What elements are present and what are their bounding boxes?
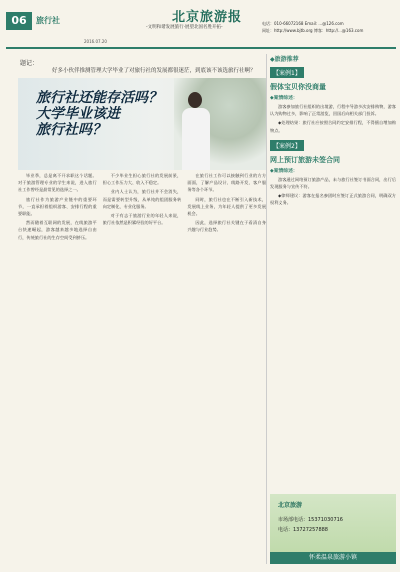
- case-badge: 【案例2】: [270, 140, 304, 151]
- case-title: 网上预订旅游未签合同: [270, 155, 340, 164]
- paragraph: 同时，旅行社也在不断引入新技术，发展线上业务，为年轻人提供了更多发展机会。: [187, 196, 267, 217]
- lead-label: 题记：: [20, 60, 39, 67]
- paragraph: 游客参加旅行社组织的出境游，行程中导游多次安排购物，游客认为购物过多，影响了正常游览，回国后向相关部门投诉。: [270, 104, 396, 117]
- ad-footer: 怀柔温泉旅游小镇: [270, 552, 396, 564]
- case-title: 假体宝贝你没商量: [270, 83, 326, 91]
- headline-line: 旅行社吗？: [36, 122, 106, 138]
- column-divider: [266, 54, 267, 564]
- case-badge: 【案例1】: [270, 67, 304, 78]
- paragraph: 不少毕业生担心旅行社的发展前景，担心工作压力大、收入不稳定。: [102, 173, 182, 186]
- case-subheading: ◆案情综述：: [270, 96, 298, 101]
- hero-person-body: [182, 108, 210, 170]
- paragraph: 旅行社作为旅游产业链中的重要环节，一直承担着组织游客、安排行程的重要职能。: [18, 196, 97, 217]
- paragraph: 业内人士认为，旅行社并不会消失，而是需要转型升级，从单纯的组团服务转向定制化、专业化服务。: [102, 189, 182, 209]
- page-number: 06: [6, 12, 32, 30]
- paragraph: 然而随着互联网的发展，在线旅游平台快速崛起，游客越来越多地选择自由行，传统旅行社的生存空间受到挤压。: [18, 220, 97, 240]
- hero-person-head: [188, 92, 202, 108]
- masthead: [0, 0, 400, 48]
- article-headline: [36, 90, 162, 138]
- section-tag: 旅行社: [36, 16, 60, 25]
- advertisement: [270, 494, 396, 564]
- case-header: [270, 140, 396, 151]
- issue-date: 2016.07.20: [84, 39, 107, 44]
- article-column: [18, 172, 97, 564]
- ad-phone: 市场部电话：15371030716: [278, 517, 343, 523]
- case-subheading: ◆案情综述：: [270, 168, 298, 174]
- paper-subtitle: -文明和谐发展旅行·展望北国名胜开拓-: [146, 25, 223, 30]
- paragraph: 在旅行社工作可以接触到行业的方方面面，了解产品设计、线路开发、客户服务等各个环节。: [187, 173, 267, 193]
- headline-line: 大学毕业该进: [36, 106, 120, 122]
- article-body: [18, 172, 266, 564]
- ad-phone: 电话：13727257888: [278, 527, 328, 533]
- paragraph: 对于有志于旅游行业的年轻人来说，旅行社依然是积累经验的好平台。: [102, 213, 182, 226]
- contact-line: 网址：http://www.bjtb.org 博客：http://...@163.com: [262, 28, 364, 33]
- paragraph: 毕业季，总是离不开求职这个话题。对于旅游管理专业的学生来说，进入旅行社工作曾经是最常见的选择之一。: [18, 173, 97, 193]
- case-text: [270, 103, 396, 134]
- sidebar-heading: ◆旅游推荐: [270, 56, 299, 63]
- case-header: [270, 67, 396, 78]
- headline-line: 旅行社还能存活吗？: [36, 90, 162, 106]
- paragraph: 游客通过网络预订旅游产品，未与旅行社签订书面合同，出行后发现服务与宣传不符。: [270, 176, 396, 190]
- article-column: [187, 172, 266, 564]
- case-text: [270, 176, 396, 207]
- paragraph: 因此，选择旅行社关键在于看清自身兴趣与行业趋势。: [187, 220, 267, 233]
- lead-text: 好多小伙伴推测管理大学毕业了对旅行社的发展都很迷茫，到底该不该选旅行社啊？: [52, 68, 256, 74]
- contact-line: 电话：010-66072168 Email: ...@126.com: [262, 21, 344, 26]
- paragraph: ◆律师建议：游客在报名参团时应签订正式旅游合同，明确双方权利义务。: [270, 193, 396, 206]
- paper-title: 北京旅游报: [172, 10, 243, 25]
- sidebar: [270, 54, 396, 209]
- paragraph: ◆处理结果：旅行社应按照合同约定安排行程，不得擅自增加购物点。: [270, 120, 396, 133]
- case-block: [270, 67, 396, 134]
- contact-info: [262, 20, 363, 34]
- case-block: [270, 140, 396, 207]
- masthead-divider: [6, 47, 396, 49]
- article-column: [103, 172, 182, 564]
- ad-brand: 北京旅游: [278, 502, 303, 509]
